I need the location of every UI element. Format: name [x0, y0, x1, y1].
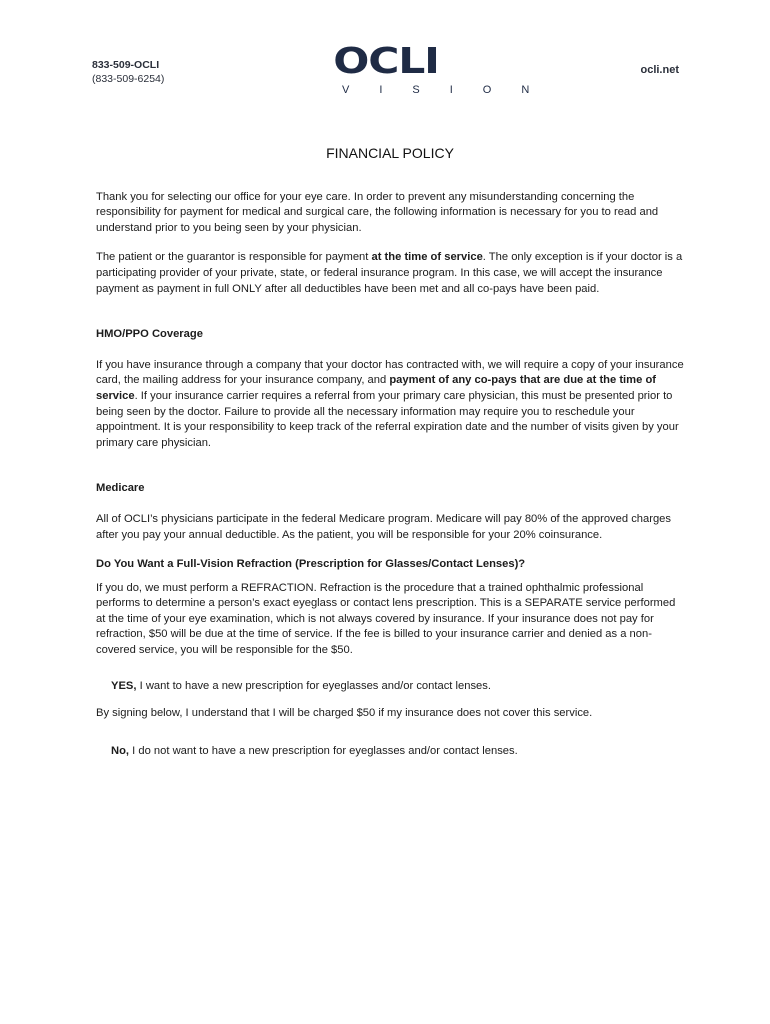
phone-number: 833-509-OCLI	[92, 59, 160, 71]
medicare-paragraph: All of OCLI’s physicians participate in the federal Medicare program. Medicare will pay 80% of the approved charges after you pay your annual deductible. As the patient, you will be responsible for your 20% coinsurance.	[96, 512, 671, 541]
payment-emphasis: at the time of service	[371, 251, 483, 264]
phone-block	[92, 58, 164, 86]
letterhead	[0, 0, 770, 110]
yes-option-label: YES,	[111, 679, 137, 692]
hmo-paragraph	[96, 358, 684, 452]
no-option-text: I do not want to have a new prescription for eyeglasses and/or contact lenses.	[129, 744, 518, 757]
signature-note: By signing below, I understand that I will be charged $50 if my insurance does not cover this service.	[96, 707, 593, 720]
yes-option-text: I want to have a new prescription for eyeglasses and/or contact lenses.	[136, 679, 491, 692]
yes-option[interactable]	[96, 679, 684, 695]
phone-number-digits: (833-509-6254)	[92, 73, 165, 85]
hmo-heading: HMO/PPO Coverage	[96, 328, 203, 341]
payment-text-end: . The only exception is if your doctor is a participating provider of your private, state, or federal insurance program. In this case, we will accept the insurance payment as payment in full ONLY after all deductibles have been met and all co-pays have been paid.	[96, 251, 683, 295]
payment-paragraph	[96, 250, 684, 297]
payment-text-start: The patient or the guarantor is responsible for payment	[96, 251, 372, 264]
document-body	[96, 146, 684, 771]
no-option[interactable]	[96, 744, 684, 760]
intro-paragraph: Thank you for selecting our office for your eye care. In order to prevent any misunderstanding concerning the responsibility for payment for medical and surgical care, the following information is necessary for you to read and understand prior to you being seen by your physician.	[96, 190, 659, 234]
medicare-heading: Medicare	[96, 482, 145, 495]
logo-wordmark: OCLI	[333, 41, 439, 82]
ocli-vision-logo	[312, 41, 560, 96]
logo-subtitle: VISION	[342, 84, 560, 96]
hmo-text-end: . If your insurance carrier requires a referral from your primary care physician, this must be presented prior to being seen by the doctor. Failure to provide all the necessary information may require you to reschedule your appointment. It is your responsibility to keep track of the referral expiration date and the number of visits given by your primary care physician.	[96, 389, 679, 449]
refraction-paragraph: If you do, we must perform a REFRACTION. Refraction is the procedure that a trained ophthalmic professional performs to determine a person’s exact eyeglass or contact lens prescription. This is a SEPARATE service performed at the time of your eye examination, which is not always covered by insurance. If your insurance does not pay for refraction, $50 will be due at the time of service. If the fee is billed to your insurance carrier and denied as a non-covered service, you will be responsible for the $50.	[96, 581, 676, 657]
refraction-heading: Do You Want a Full-Vision Refraction (Prescription for Glasses/Contact Lenses)?	[96, 558, 526, 571]
no-option-label: No,	[111, 744, 130, 757]
hmo-text-start: If you have insurance through a company that your doctor has contracted with, we will require a copy of your insurance card, the mailing address for your insurance company, and	[96, 358, 684, 387]
hmo-emphasis: payment of any co-pays that are due at the time of service	[96, 374, 657, 402]
website-link: ocli.net	[640, 64, 679, 76]
page-title: FINANCIAL POLICY	[326, 145, 454, 161]
